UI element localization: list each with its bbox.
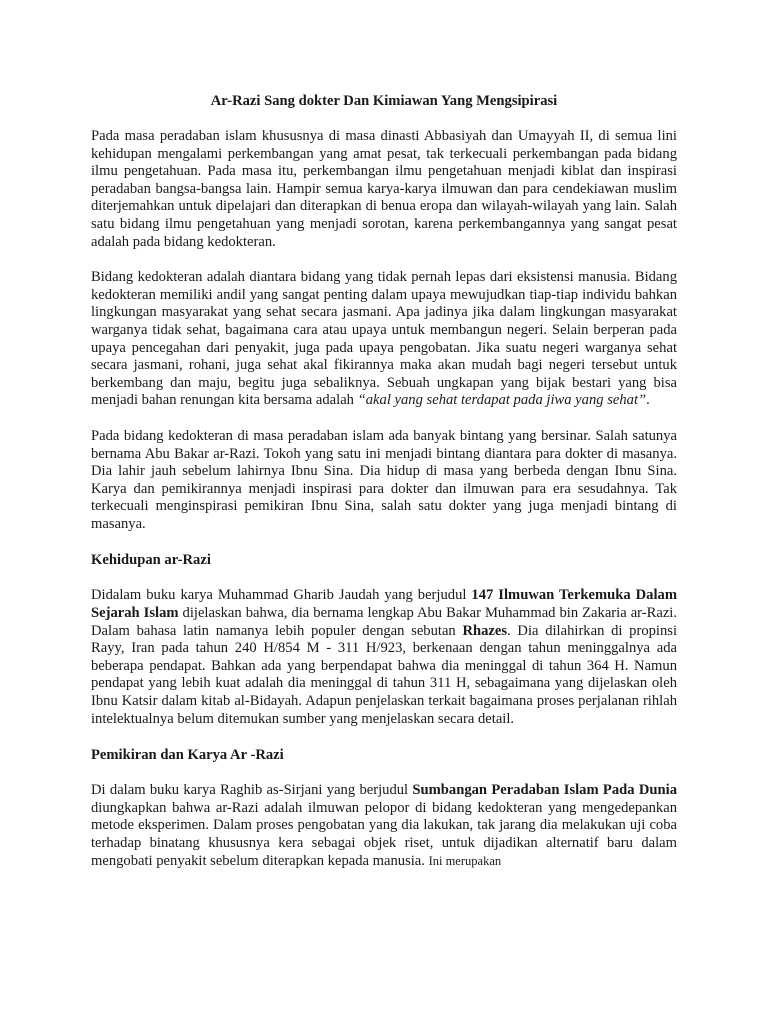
paragraph-works-b: diungkapkan bahwa ar-Razi adalah ilmuwan pelopor di bidang kedokteran yang mengedepankan metode eksperimen. Dalam proses pengobatan yang dia lakukan, tak jarang dia melakukan uji coba terhadap binatang khususnya kera sebagai objek riset, untuk dijadikan alternatif baru dalam mengobati penyakit sebelum diterapkan kepada manusia. [91,799,677,869]
paragraph-medicine [91,269,677,410]
paragraph-stars: Pada bidang kedokteran di masa peradaban islam ada banyak bintang yang bersinar. Salah satunya bernama Abu Bakar ar-Razi. Tokoh yang satu ini menjadi bintang diantara para dokter di masanya. Dia lahir jauh sebelum lahirnya Ibnu Sina. Dia hidup di masa yang berbeda dengan Ibnu Sina. Karya dan pemikirannya menjadi inspirasi para dokter dan ilmuwan para era sesudahnya. Tak terkecuali menginspirasi pemikiran Ibnu Sina, salah satu dokter yang juga menjadi bintang di masanya. [91,427,677,532]
document-page [91,92,677,888]
paragraph-medicine-end: . [646,392,650,409]
latin-name: Rhazes [462,622,508,639]
paragraph-life-a: Didalam buku karya Muhammad Gharib Jaudah yang berjudul [91,587,472,604]
paragraph-life [91,587,677,728]
book-title-jaudah: 147 Ilmuwan Terkemuka Dalam Sejarah Islam [91,587,677,622]
quote-text: “akal yang sehat terdapat pada jiwa yang sehat” [357,392,647,409]
paragraph-life-c: . Dia dilahirkan di propinsi Rayy, Iran pada tahun 240 H/854 M - 311 H/923, berkenaan dengan tahun meninggalnya ada beberapa pendapat. Bahkan ada yang berpendapat bahwa dia meninggal di tahun 364 H. Namun pendapat yang lebih kuat adalah dia meninggal di tahun 311 H, sebagaimana yang dijelaskan oleh Ibnu Katsir dalam kitab al-Bidayah. Adapun penjelaskan terkait bagaimana proses perjalanan rihlah intelektualnya belum ditemukan sumber yang menjelaskan secara detail. [91,622,677,727]
paragraph-medicine-text: Bidang kedokteran adalah diantara bidang yang tidak pernah lepas dari eksistensi manusia. Bidang kedokteran memiliki andil yang sangat penting dalam upaya mewujudkan tiap-tiap individu bahkan lingkungan masyarakat yang sehat secara jasmani. Apa jadinya jika dalam lingkungan masyarakat warganya tidak sehat, bagaimana cara atau upaya untuk membangun negeri. Selain berperan pada upaya pencegahan dari penyakit, juga pada upaya pengobatan. Jika suatu negeri warganya sehat secara jasmani, rohani, juga sehat akal fikirannya maka akan mudah bagi negeri tersebut untuk berkembang dan maju, begitu juga sebaliknya. Sebuah ungkapan yang bijak bestari yang bisa menjadi bahan renungan kita bersama adalah [91,269,677,409]
paragraph-works [91,782,677,870]
paragraph-intro: Pada masa peradaban islam khususnya di masa dinasti Abbasiyah dan Umayyah II, di semua lini kehidupan mengalami perkembangan yang amat pesat, tak terkecuali perkembangan pada bidang ilmu pengetahuan. Pada masa itu, perkembangan ilmu pengetahuan menjadi kiblat dan inspirasi peradaban bangsa-bangsa lain. Hampir semua karya-karya ilmuwan dan para cendekiawan muslim diterjemahkan untuk dipelajari dan diterapkan di benua eropa dan wilayah-wilayah yang lain. Salah satu bidang ilmu pengetahuan yang menjadi sorotan, karena perkembangannya yang sangat pesat adalah pada bidang kedokteran. [91,128,677,250]
document-title: Ar-Razi Sang dokter Dan Kimiawan Yang Mengsipirasi [210,93,558,109]
paragraph-works-c: Ini merupakan [428,853,502,868]
paragraph-life-b: dijelaskan bahwa, dia bernama lengkap Abu Bakar Muhammad bin Zakaria ar-Razi. Dalam bahasa latin namanya lebih populer dengan sebutan [91,605,677,639]
section-heading-works: Pemikiran dan Karya Ar -Razi [91,747,284,764]
section-heading-life: Kehidupan ar-Razi [91,552,211,569]
book-title-sirjani: Sumbangan Peradaban Islam Pada Dunia [412,782,677,799]
paragraph-works-a: Di dalam buku karya Raghib as-Sirjani yang berjudul [91,782,413,799]
